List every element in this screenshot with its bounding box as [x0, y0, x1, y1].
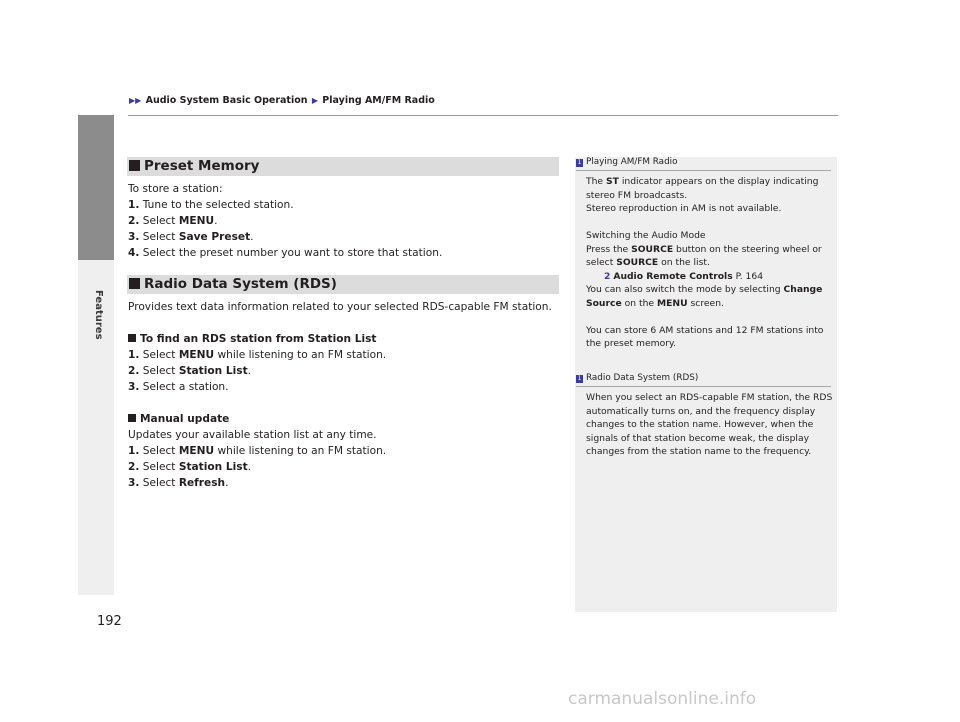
side-tab-marker — [78, 115, 114, 260]
note-playing-radio — [576, 157, 831, 351]
side-tab-label: Features — [93, 290, 104, 340]
square-bullet-icon — [128, 334, 136, 342]
rds-update-intro: Updates your available station list at any time. — [128, 429, 377, 441]
preset-step: 2. Select MENU. — [128, 215, 218, 227]
rds-instructions — [128, 299, 552, 491]
breadcrumb — [128, 95, 435, 106]
preset-intro: To store a station: — [128, 183, 223, 195]
rds-step: 3. Select a station. — [128, 381, 229, 393]
rds-step: 2. Select Station List. — [128, 365, 252, 377]
watermark: carmanualsonline.info — [568, 689, 757, 709]
rds-step: 2. Select Station List. — [128, 461, 252, 473]
rds-step: 1. Select MENU while listening to an FM station. — [128, 445, 387, 457]
page-number: 192 — [97, 614, 122, 629]
square-bullet-icon — [128, 414, 136, 422]
section-header-preset: Preset Memory — [127, 157, 559, 176]
preset-step: 1. Tune to the selected station. — [128, 199, 294, 211]
note-title: 1 Playing AM/FM Radio — [576, 157, 831, 171]
subsection-title: Manual update — [128, 411, 552, 427]
note-marker-icon: 1 — [577, 159, 582, 166]
breadcrumb-arrow-icon: ▶ — [311, 96, 318, 105]
breadcrumb-item[interactable]: Playing AM/FM Radio — [322, 95, 435, 106]
preset-step: 3. Select Save Preset. — [128, 231, 254, 243]
square-bullet-icon — [129, 160, 140, 171]
note-rds — [576, 373, 832, 459]
cross-reference-link[interactable]: 2 Audio Remote Controls P. 164 — [604, 270, 764, 282]
note-marker-icon: 1 — [577, 375, 582, 382]
header-rule — [128, 115, 838, 116]
section-header-rds: Radio Data System (RDS) — [127, 275, 559, 294]
subsection-title: To find an RDS station from Station List — [128, 331, 552, 347]
rds-step: 1. Select MENU while listening to an FM station. — [128, 349, 387, 361]
note-body: The ST indicator appears on the display indicating stereo FM broadcasts. Stereo reproduction in AM is not available. Switching the Audio Mode Press the SOURCE button on the steering wheel or select SOURCE on the list. 2 Audio Remote Controls P. 164 You can also switch the mode by selecting Change Source on the MENU screen. You can store 6 AM stations and 12 FM stations into the preset memory. — [576, 171, 831, 351]
rds-intro: Provides text data information related to your selected RDS-capable FM station. — [128, 301, 552, 313]
preset-step: 4. Select the preset number you want to store that station. — [128, 247, 443, 259]
breadcrumb-item[interactable]: Audio System Basic Operation — [145, 95, 308, 106]
breadcrumb-arrow-icon: ▶▶ — [129, 96, 142, 105]
rds-step: 3. Select Refresh. — [128, 477, 229, 489]
note-title: 1 Radio Data System (RDS) — [576, 373, 831, 387]
reference-arrow-icon: 2 — [604, 270, 611, 282]
preset-instructions — [128, 181, 442, 261]
square-bullet-icon — [129, 278, 140, 289]
note-body: When you select an RDS-capable FM station, the RDS automatically turns on, and the frequency display changes to the station name. However, when the signals of that station become weak, the display changes from the station name to the frequency. — [586, 392, 833, 457]
